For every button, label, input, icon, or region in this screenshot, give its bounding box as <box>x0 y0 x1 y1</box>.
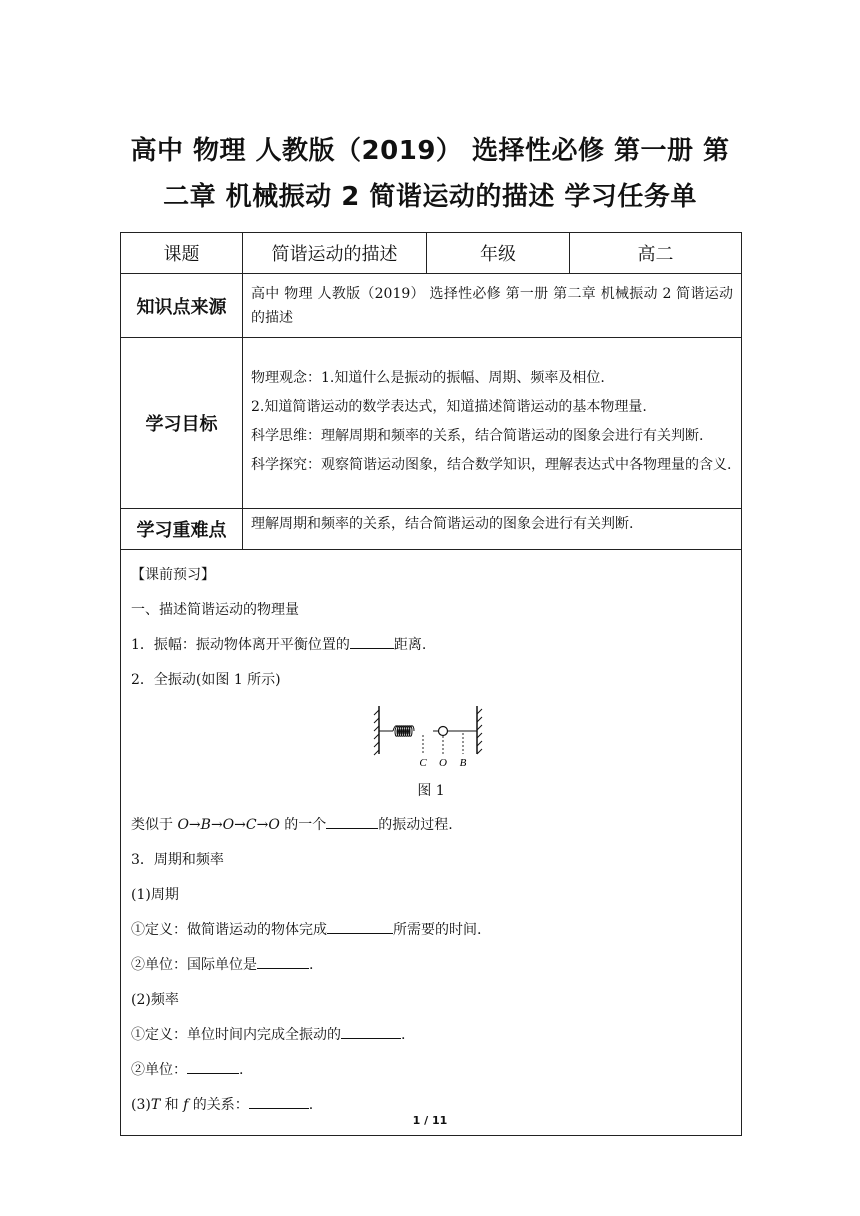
relation-and: 和 <box>160 1097 184 1113</box>
period-title: (1)周期 <box>131 887 179 903</box>
period-unit-text: ②单位：国际单位是 <box>131 957 257 973</box>
source-label: 知识点来源 <box>121 274 243 338</box>
relation-prefix: (3) <box>131 1097 151 1113</box>
goal-item: 物理观念：1.知道什么是振动的振幅、周期、频率及相位. <box>251 370 605 386</box>
period-unit-line <box>131 948 731 983</box>
relation-mid: 的关系： <box>188 1097 249 1113</box>
period-frequency-heading: 3．周期和频率 <box>131 852 224 868</box>
similar-mid: 的一个 <box>284 817 327 833</box>
amplitude-suffix: 距离. <box>393 637 427 653</box>
title-line-1: 高中 物理 人教版（2019） 选择性必修 第一册 第 <box>130 136 730 166</box>
amplitude-text: 1．振幅：振动物体离开平衡位置的 <box>131 637 350 653</box>
spring-figure <box>131 698 731 774</box>
grade-label: 年级 <box>427 233 570 274</box>
topic-label: 课题 <box>121 233 243 274</box>
freq-unit-text: ②单位： <box>131 1062 187 1078</box>
relation-blank[interactable] <box>249 1092 309 1109</box>
grade-value: 高二 <box>570 233 742 274</box>
label-c: C <box>419 757 427 769</box>
period-def-text: ①定义：做简谐运动的物体完成 <box>131 922 327 938</box>
goals-label: 学习目标 <box>121 338 243 509</box>
period-unit-suffix: . <box>309 957 314 973</box>
freq-def-blank[interactable] <box>341 1022 401 1039</box>
similar-blank[interactable] <box>326 812 378 829</box>
period-unit-blank[interactable] <box>257 952 309 969</box>
document-title <box>110 128 750 220</box>
section-heading: 一、描述简谐运动的物理量 <box>131 602 299 618</box>
freq-def-text: ①定义：单位时间内完成全振动的 <box>131 1027 341 1043</box>
freq-unit-blank[interactable] <box>187 1057 239 1074</box>
similar-prefix: 类似于 <box>131 817 173 833</box>
preview-section <box>121 550 742 1136</box>
goal-item: 科学思维：理解周期和频率的关系，结合简谐运动的图象会进行有关判断. <box>251 428 704 444</box>
vibration-path: O→B→O→C→O <box>177 817 280 833</box>
figure-caption: 图 1 <box>417 783 445 799</box>
freq-unit-line <box>131 1053 731 1088</box>
difficulty-label: 学习重难点 <box>121 509 243 550</box>
symbol-f: f <box>183 1097 189 1113</box>
amplitude-blank[interactable] <box>350 632 394 649</box>
spring-oscillator-diagram <box>371 704 491 770</box>
full-vibration-line: 2．全振动(如图 1 所示) <box>131 672 281 688</box>
goal-item: 2.知道简谐运动的数学表达式，知道描述简谐运动的基本物理量. <box>251 399 647 415</box>
topic-value: 简谐运动的描述 <box>243 233 427 274</box>
period-def-line <box>131 913 731 948</box>
goal-item: 科学探究：观察简谐运动图象，结合数学知识，理解表达式中各物理量的含义. <box>251 457 732 473</box>
preview-header: 【课前预习】 <box>131 567 215 583</box>
freq-def-suffix: . <box>401 1027 406 1043</box>
difficulty-value: 理解周期和频率的关系，结合简谐运动的图象会进行有关判断. <box>243 509 742 550</box>
label-o: O <box>439 757 447 769</box>
source-value: 高中 物理 人教版（2019） 选择性必修 第一册 第二章 机械振动 2 简谐运动的描述 <box>243 274 742 338</box>
freq-title: (2)频率 <box>131 992 179 1008</box>
amplitude-line <box>131 628 731 663</box>
period-def-blank[interactable] <box>327 917 393 934</box>
similar-suffix: 的振动过程. <box>378 817 453 833</box>
task-table <box>120 232 742 1136</box>
title-line-2: 二章 机械振动 2 简谐运动的描述 学习任务单 <box>163 182 697 212</box>
symbol-t: T <box>150 1097 161 1113</box>
period-def-suffix: 所需要的时间. <box>393 922 482 938</box>
freq-def-line <box>131 1018 731 1053</box>
label-b: B <box>459 757 467 769</box>
page-number: 1 / 11 <box>412 1114 448 1127</box>
freq-unit-suffix: . <box>239 1062 244 1078</box>
goals-list <box>243 338 742 509</box>
similar-line <box>131 808 731 843</box>
relation-suffix: . <box>308 1097 314 1113</box>
